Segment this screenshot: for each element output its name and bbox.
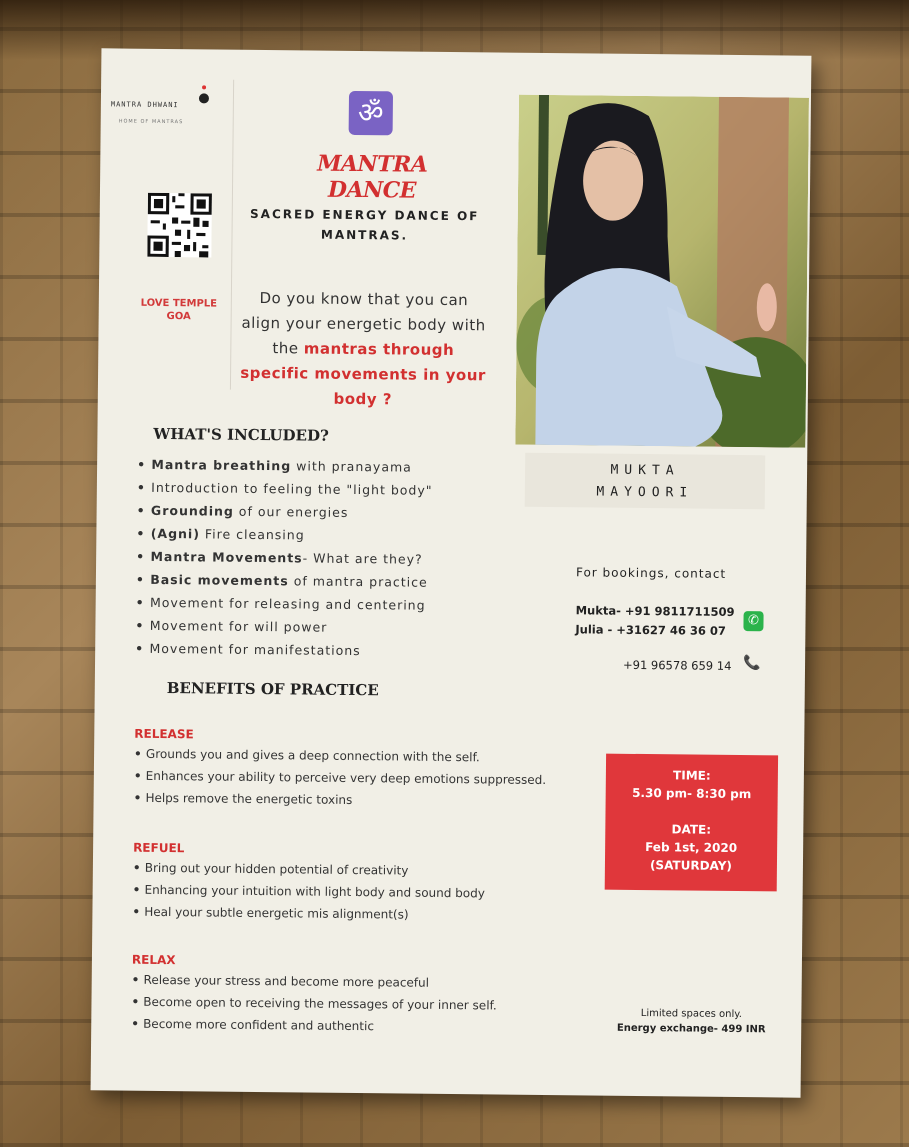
logo-text: MANTRA DHWANI (110, 100, 179, 110)
event-time: 5.30 pm- 8:30 pm (632, 785, 752, 802)
subtitle-line-1: SACRED ENERGY DANCE OF (250, 206, 480, 224)
poster (91, 48, 812, 1097)
logo-sub: HOME OF MANTRAS (118, 118, 184, 126)
list-item: • Introduction to feeling the "light body" (137, 476, 433, 502)
location-line-1: LOVE TEMPLE (140, 297, 218, 310)
event-day: (SATURDAY) (649, 858, 732, 873)
instructor-first-name: MUKTA (610, 462, 680, 479)
included-heading: WHAT'S INCLUDED? (153, 424, 329, 445)
list-item: • Grounds you and gives a deep connection with the self. (134, 743, 546, 769)
release-label: RELEASE (134, 726, 194, 742)
relax-list (131, 969, 497, 1039)
list-item: • Basic movements of mantra practice (136, 568, 432, 594)
relax-label: RELAX (131, 952, 176, 968)
qr-code-icon (147, 193, 212, 258)
footer-note (591, 1005, 791, 1037)
list-item: • Mantra breathing with pranayama (137, 453, 433, 479)
location-label (129, 297, 229, 324)
instructor-photo (515, 95, 809, 448)
question-highlight: mantras through specific movements in your body ? (240, 339, 486, 409)
list-item: • Movement for releasing and centering (136, 591, 432, 617)
phone-icon: 📞 (742, 655, 761, 672)
om-icon: ॐ (349, 91, 393, 135)
contact-mukta[interactable]: Mukta- +91 9811711509 (575, 603, 735, 619)
contact-julia[interactable]: Julia - +31627 46 36 07 (575, 622, 727, 638)
list-item: • Grounding of our energies (137, 499, 433, 525)
list-item: • Movement for manifestations (135, 637, 431, 663)
poster-title: MANTRA DANCE (317, 150, 428, 204)
instructor-last-name: MAYOORI (596, 484, 694, 501)
event-date: Feb 1st, 2020 (645, 840, 738, 856)
included-list (135, 453, 433, 663)
contact-numbers (575, 601, 734, 641)
list-item: • Mantra Movements- What are they? (136, 545, 432, 571)
list-item: • Release your stress and become more peaceful (132, 969, 497, 995)
date-label: DATE: (671, 822, 712, 837)
instructor-name (525, 453, 766, 510)
contact-heading: For bookings, contact (575, 565, 727, 581)
contact-phone[interactable]: +91 96578 659 14 (622, 657, 732, 673)
whatsapp-icon: ✆ (743, 611, 763, 631)
location-line-2: GOA (166, 311, 191, 323)
subtitle-line-2: MANTRAS. (320, 227, 409, 243)
list-item: • Helps remove the energetic toxins (134, 787, 546, 813)
list-item: • Enhances your ability to perceive very deep emotions suppressed. (134, 765, 546, 791)
event-time-box (605, 754, 778, 892)
time-label: TIME: (673, 768, 711, 783)
intro-question (238, 286, 489, 414)
release-list (134, 743, 547, 813)
list-item: • (Agni) Fire cleansing (136, 522, 432, 548)
list-item: • Movement for will power (135, 614, 431, 640)
list-item: • Bring out your hidden potential of creativity (133, 857, 485, 883)
question-text: Do you know that you can align your energetic body with the (241, 288, 486, 358)
list-item: • Enhancing your intuition with light body and sound body (133, 879, 485, 905)
refuel-list (132, 857, 485, 927)
list-item: • Become more confident and authentic (131, 1013, 496, 1039)
refuel-label: REFUEL (133, 840, 185, 856)
list-item: • Become open to receiving the messages of your inner self. (131, 991, 496, 1017)
poster-subtitle (239, 204, 489, 247)
qr-code[interactable] (147, 193, 212, 258)
list-item: • Heal your subtle energetic mis alignment(s) (132, 901, 484, 927)
benefits-heading: BENEFITS OF PRACTICE (166, 679, 379, 700)
logo-mark (199, 93, 209, 103)
footer-line-1: Limited spaces only. (640, 1008, 742, 1021)
mantra-dhwani-logo (111, 66, 222, 139)
footer-line-2: Energy exchange- 499 INR (616, 1022, 766, 1036)
